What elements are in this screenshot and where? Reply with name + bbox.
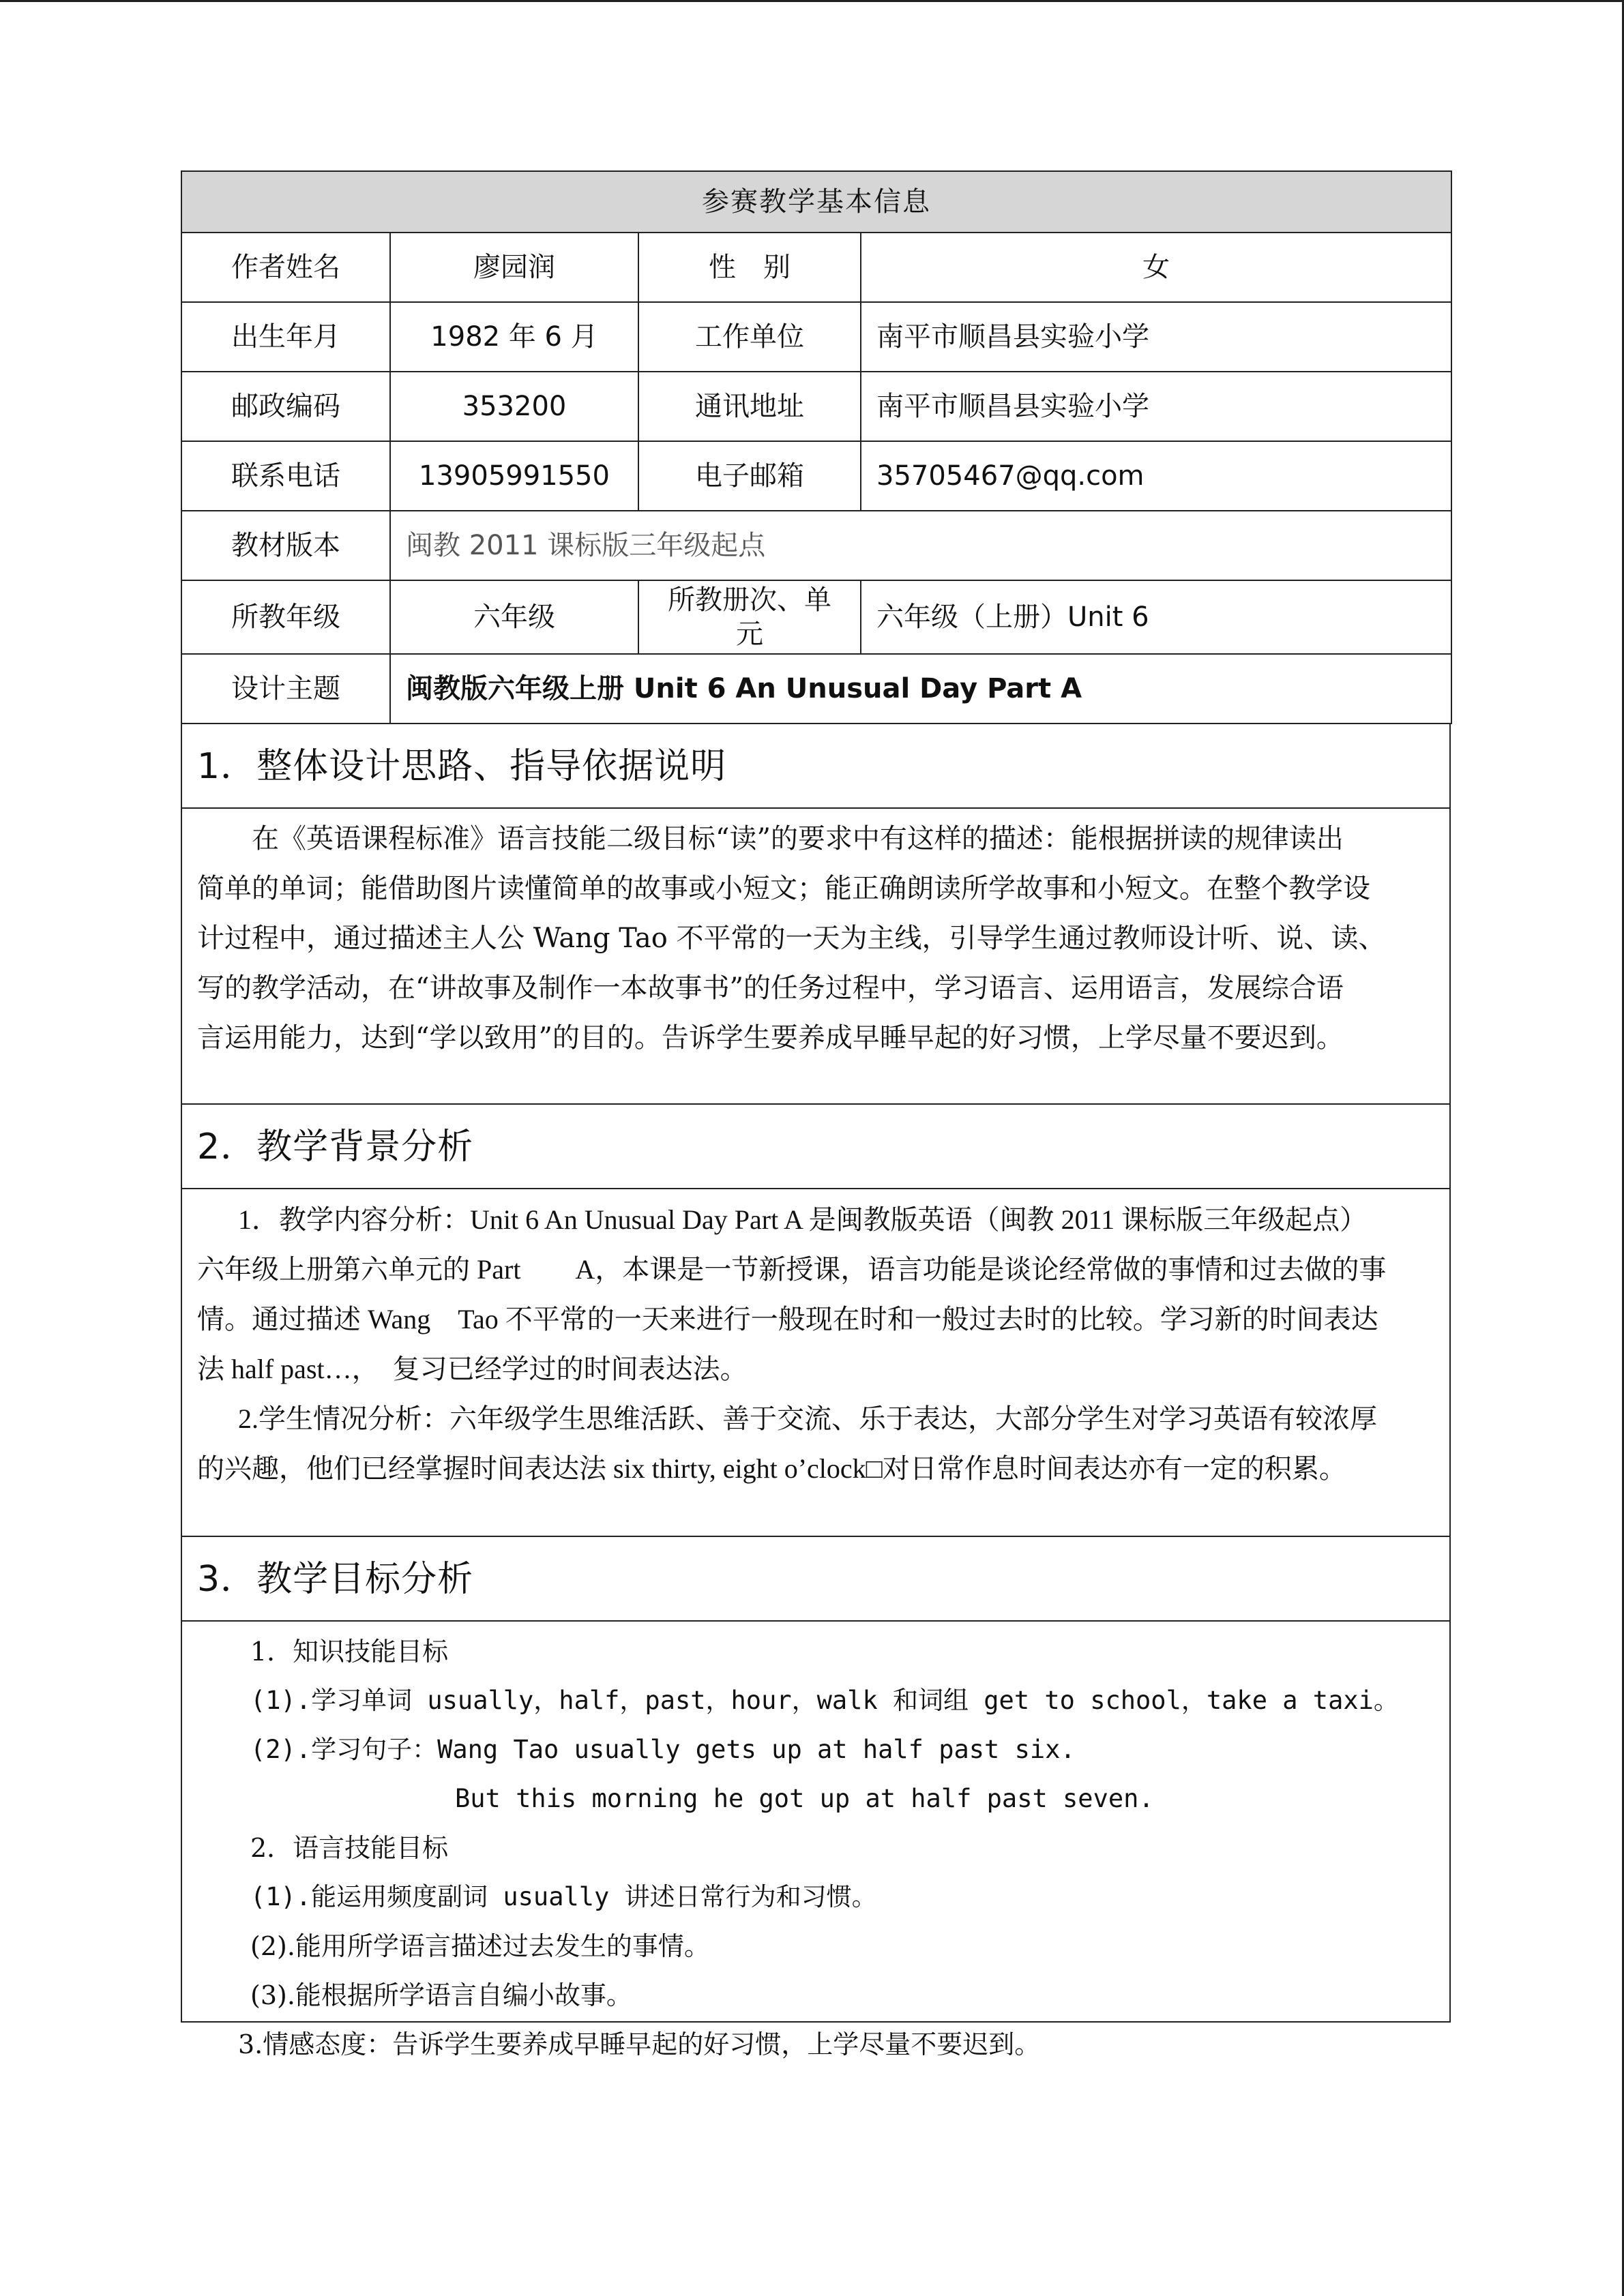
- info-row-author: [181, 233, 1451, 302]
- section3-line: (1).能运用频度副词 usually 讲述日常行为和习惯。: [250, 1882, 877, 1911]
- section-design-idea: [181, 724, 1451, 1105]
- section3-line: (1).学习单词 usually，half，past，hour，walk 和词组 get to school，take a taxi。: [250, 1686, 1399, 1715]
- table-title: 参赛教学基本信息: [181, 171, 1451, 233]
- section2-line: 情。通过描述 Wang Tao 不平常的一天来进行一般现在时和一般过去时的比较。学习新的时间表达: [197, 1304, 1378, 1335]
- value-textbook: 闽教 2011 课标版三年级起点: [390, 511, 1451, 580]
- section1-line: 言运用能力，达到“学以致用”的目的。告诉学生要养成早睡早起的好习惯，上学尽量不要迟到。: [197, 1022, 1344, 1054]
- section1-body: [182, 809, 1449, 1063]
- section1-line: 计过程中，通过描述主人公 Wang Tao 不平常的一天为主线，引导学生通过教师设计听、说、读、: [197, 923, 1386, 954]
- info-row-textbook: [181, 511, 1451, 580]
- section3-line: 1．知识技能目标: [250, 1637, 449, 1667]
- title-row: [181, 171, 1451, 233]
- value-gender: 女: [861, 233, 1451, 302]
- section2-line: 2.学生情况分析：六年级学生思维活跃、善于交流、乐于表达，大部分学生对学习英语有较浓厚: [238, 1403, 1377, 1434]
- label-gender: 性 别: [638, 233, 861, 302]
- info-row-phone: [181, 441, 1451, 511]
- label-address: 通讯地址: [638, 372, 861, 441]
- section3-line: 2．语言技能目标: [250, 1833, 449, 1863]
- section3-line: 3.情感态度：告诉学生要养成早睡早起的好习惯，上学尽量不要迟到。: [238, 2029, 1041, 2059]
- section2-line: 的兴趣，他们已经掌握时间表达法 six thirty, eight o’clock□对日常作息时间表达亦有一定的积累。: [197, 1453, 1346, 1484]
- label-workplace: 工作单位: [638, 302, 861, 372]
- section2-body: [182, 1189, 1449, 1493]
- section3-line: (2).学习句子：Wang Tao usually gets up at half past six.: [250, 1735, 1076, 1764]
- section3-body: [182, 1622, 1449, 2069]
- basic-info-table: [181, 170, 1452, 724]
- section2-line: 1．教学内容分析：Unit 6 An Unusual Day Part A 是闽教版英语（闽教 2011 课标版三年级起点）: [238, 1204, 1368, 1235]
- page-edge-top: [0, 0, 1624, 2]
- value-grade: 六年级: [390, 580, 638, 654]
- section1-heading: 1．整体设计思路、指导依据说明: [182, 724, 1449, 809]
- label-author-name: 作者姓名: [181, 233, 390, 302]
- value-phone: 13905991550: [390, 441, 638, 511]
- value-workplace: 南平市顺昌县实验小学: [861, 302, 1451, 372]
- info-row-grade: [181, 580, 1451, 654]
- info-sheet: [181, 170, 1451, 2059]
- label-textbook: 教材版本: [181, 511, 390, 580]
- section3-line: (2).能用所学语言描述过去发生的事情。: [250, 1931, 710, 1961]
- info-row-topic: [181, 654, 1451, 724]
- info-row-postcode: [181, 372, 1451, 441]
- section-background-analysis: [181, 1105, 1451, 1537]
- value-address: 南平市顺昌县实验小学: [861, 372, 1451, 441]
- label-birth: 出生年月: [181, 302, 390, 372]
- section2-line: 法 half past…， 复习已经学过的时间表达法。: [197, 1354, 748, 1384]
- label-grade: 所教年级: [181, 580, 390, 654]
- label-phone: 联系电话: [181, 441, 390, 511]
- label-volume-unit-line2: 元: [736, 618, 763, 650]
- label-volume-unit: [638, 580, 861, 654]
- value-email: 35705467@qq.com: [861, 441, 1451, 511]
- info-row-birth: [181, 302, 1451, 372]
- section1-line: 在《英语课程标准》语言技能二级目标“读”的要求中有这样的描述：能根据拼读的规律读出: [252, 823, 1344, 854]
- section-objective-analysis: [181, 1537, 1451, 2059]
- section2-line: 六年级上册第六单元的 Part A，本课是一节新授课，语言功能是谈论经常做的事情和过去做的事: [197, 1254, 1387, 1285]
- value-birth: 1982 年 6 月: [390, 302, 638, 372]
- label-postcode: 邮政编码: [181, 372, 390, 441]
- section3-line: (3).能根据所学语言自编小故事。: [250, 1980, 632, 2010]
- value-postcode: 353200: [390, 372, 638, 441]
- value-author-name: 廖园润: [390, 233, 638, 302]
- section3-heading: 3．教学目标分析: [182, 1537, 1449, 1622]
- section1-line: 简单的单词；能借助图片读懂简单的故事或小短文；能正确朗读所学故事和小短文。在整个教学设: [197, 873, 1370, 904]
- label-email: 电子邮箱: [638, 441, 861, 511]
- section1-line: 写的教学活动，在“讲故事及制作一本故事书”的任务过程中，学习语言、运用语言，发展综合语: [197, 972, 1344, 1004]
- section2-heading: 2．教学背景分析: [182, 1105, 1449, 1189]
- label-topic: 设计主题: [181, 654, 390, 724]
- label-volume-unit-line1: 所教册次、单: [668, 584, 831, 616]
- value-topic: 闽教版六年级上册 Unit 6 An Unusual Day Part A: [390, 654, 1451, 724]
- value-volume-unit: 六年级（上册）Unit 6: [861, 580, 1451, 654]
- section3-line: But this morning he got up at half past seven.: [455, 1784, 1154, 1813]
